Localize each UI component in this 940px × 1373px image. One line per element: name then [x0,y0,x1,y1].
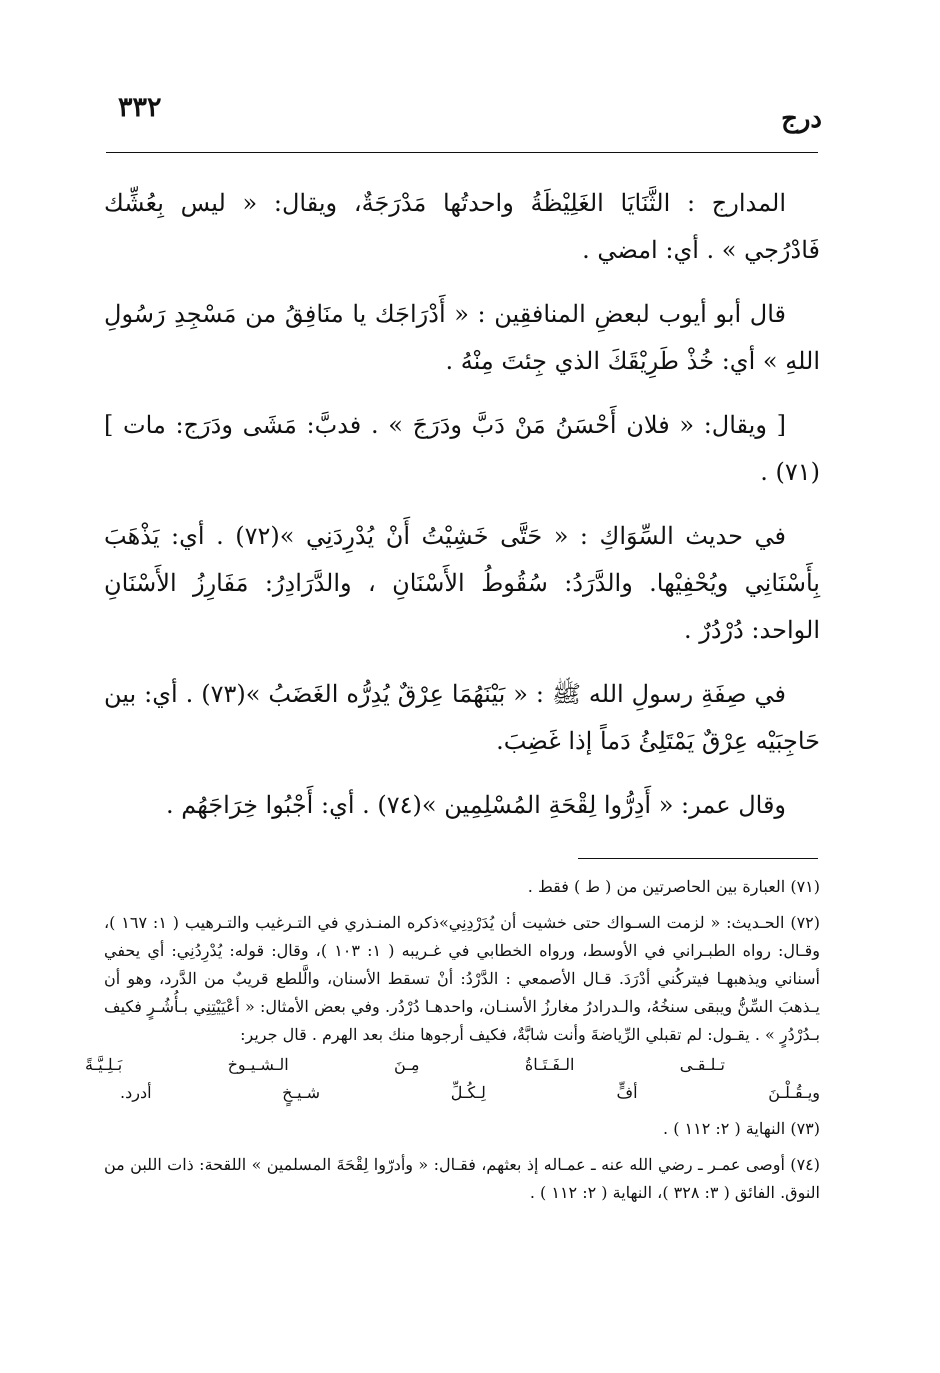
verse-line-2 [120,1079,820,1107]
header-rule [106,152,818,153]
running-headword: درج [781,104,822,134]
verse-word: تـلـقـى [679,1055,725,1074]
footnote-74: (٧٤) أوصى عمـر ـ رضي الله عنه ـ عمـاله إذ بعثهم، فقـال: « وأدرّوا لِقْحَةَ المسلمين » اللقحة: ذات اللبن من النوق. الفائق ( ٣: ٣٢٨ )، النهاية ( ٢: ١١٢ ) . [104,1155,820,1202]
paragraph-madarij: المدارج : الثَّنَايَا الغَلِيْظَةُ واحدتُها مَدْرَجَةٌ، ويقال: « ليس بِعُشِّك فَادْرُجي » . أي: امضي . [104,189,820,264]
verse-word: أفٍّ [616,1083,638,1102]
footnote-rule [578,858,818,859]
footnote-72: (٧٢) الحـديث: « لزمت السـواك حتى خشيت أن يُدَرْدِنِي»ذكره المنـذري في التـرغيب والتـرهيب ( ١: ١٦٧ )، وقـال: رواه الطبـراني في الأوسط، ورواه الخطابي في غـريبه ( ١: ١٠٣ )، وقال: قوله: يُدْرِدُنِي: أي يحفي أسناني ويذهبهـا فيتركُني أدْرَدَ. قـال الأصمعي : الدَّرْدُ: أنْ تسقط الأسنان، والَّلطع قريبٌ من الدَّرد، وهو أن يـذهبَ السِّنُّ ويبقى سنخُهُ، والـدرادرُ مغارزُ الأسنـان، واحدهـا دُرْدُر. وفي بعض الأمثال: « أعْيَيْتِنِي بـأُشُـرٍ فكيف بـدُرْدُرٍ » . يقـول: لم تقبلي الرِّياضةَ وأنت شابَّةٌ، فكيف أرجوها منك بعد الهرم . قال جرير: [104,913,821,1044]
verse-word: لِـكُـلِّ [450,1083,486,1102]
paragraph-sifat-rasul: في صِفَةِ رسولِ الله ﷺ : « بَيْنَهُمَا عِرْقٌ يُدِرُّه الغَضَبُ »(٧٣) . أي: بين حَاجِبَيْه عِرْقٌ يَمْتَلِئُ دَماً إذا غَضِبَ. [104,680,820,755]
footnote-73: (٧٣) النهاية ( ٢: ١١٢ ) . [663,1119,820,1138]
paragraph-dabba-daraja: [ ويقال: « فلان أَحْسَنُ مَنْ دَبَّ ودَرَجَ » . فدبَّ: مَشَى ودَرَج: مات ](٧١) . [104,411,820,486]
verse-word: بَـلِـيَّـةً [85,1055,123,1074]
verse-word: الـشـيـوخ [227,1055,289,1074]
main-text [104,180,820,846]
verse-word: الـفَـتَـاةُ [524,1055,575,1074]
footnotes [85,873,821,1215]
paragraph-adrajak: قال أبو أيوب لبعضِ المنافقِين : « أَدْرَاجَك يا منَافِقُ من مَسْجِدِ رَسُولِ اللهِ » أي: خُذْ طَرِيْقَكَ الذي جِئتَ مِنْهُ . [104,300,820,375]
footnote-71: (٧١) العبارة بين الحاصرتين من ( ط ) فقط . [527,877,820,896]
verse-word: شـيـخٍ [282,1083,321,1102]
paragraph-siwak: في حديث السِّوَاكِ : « حَتَّى خَشِيْتُ أَنْ يُدْرِدَنِي »(٧٢) . أي: يَذْهَبَ بِأَسْنَانِي ويُحْفِيْها. والدَّرَدُ: سُقُوطُ الأَسْنَانِ ، والدَّرَادِرُ: مَفَارِزُ الأَسْنَانِ الواحد: دُرْدُرٌ . [104,522,820,644]
verse-word: أدرد. [120,1083,152,1102]
verse-line-1 [85,1051,725,1079]
page-number: ٣٣٢ [118,92,162,123]
verse-word: ويـقُـلْـنَ [768,1083,820,1102]
verse-word: مِـنَ [394,1055,420,1074]
paragraph-umar: وقال عمر: « أَدِرُّوا لِقْحَةِ المُسْلِمِين »(٧٤) . أي: أَجْبُوا خِرَاجَهُم . [166,791,786,819]
